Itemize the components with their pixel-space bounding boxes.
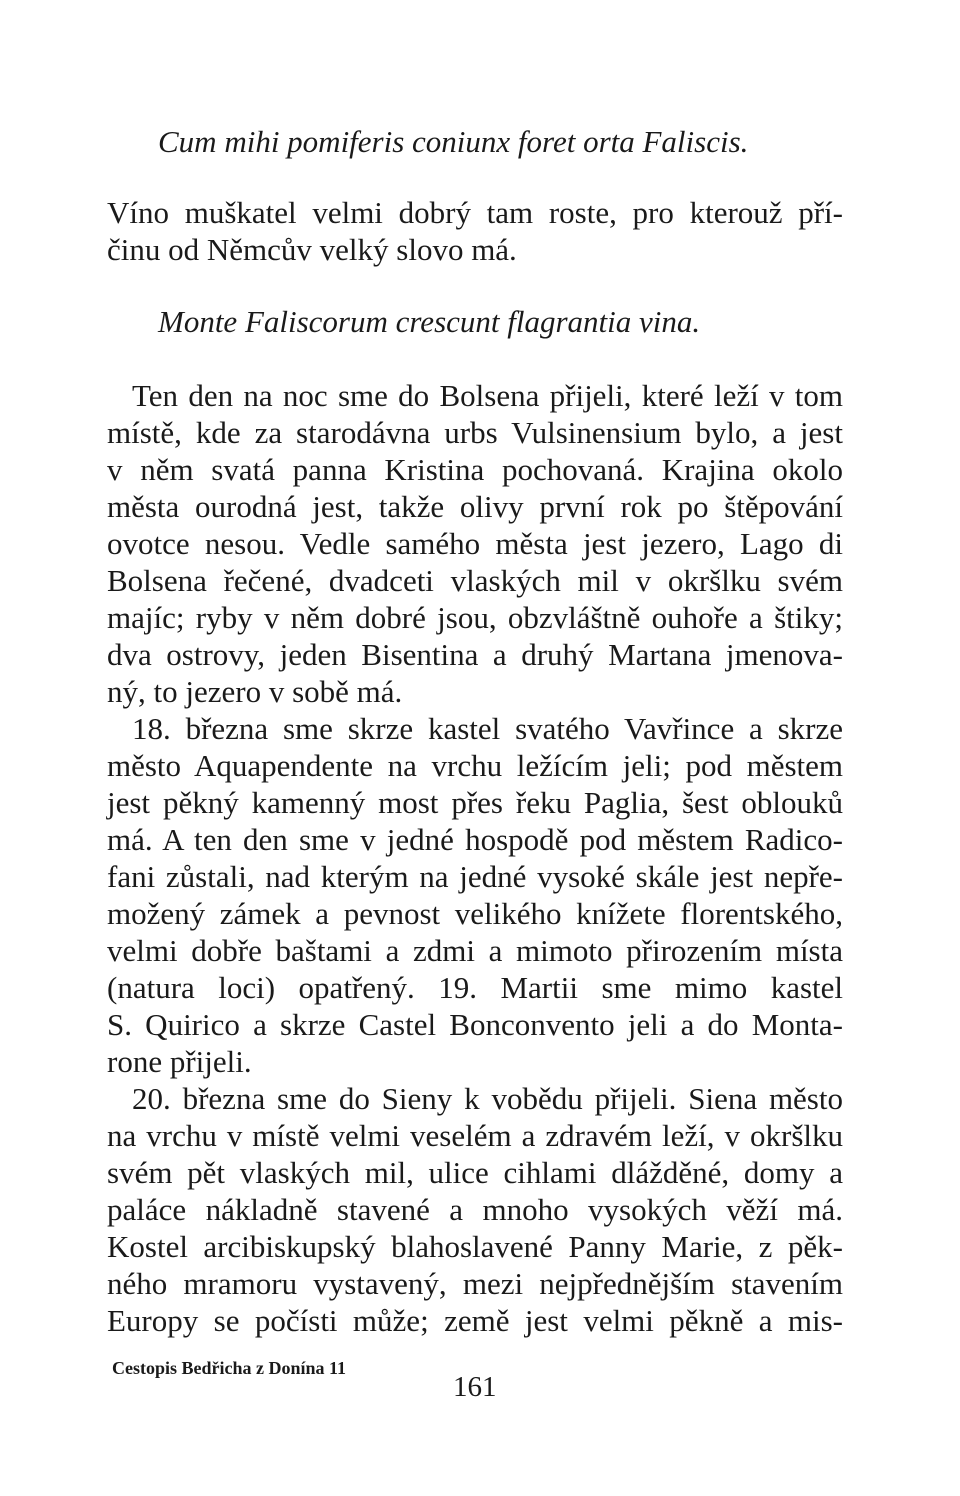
body-text-line: Víno muškatel velmi dobrý tam roste, pro kterouž pří- <box>107 195 843 230</box>
body-text-line: S. Quirico a skrze Castel Bonconvento jeli a do Monta- <box>107 1007 843 1042</box>
body-text-line: svém pět vlaských mil, ulice cihlami dlážděné, domy a <box>107 1155 843 1190</box>
page-number: 161 <box>453 1371 497 1403</box>
body-text-line: fani zůstali, nad kterým na jedné vysoké skále jest nepře- <box>107 859 843 894</box>
body-text-line: místě, kde za starodávna urbs Vulsinensium bylo, a jest <box>107 415 843 450</box>
body-text-line: dva ostrovy, jeden Bisentina a druhý Martana jmenova- <box>107 637 843 672</box>
body-text-line: činu od Němcův velký slovo má. <box>107 232 517 267</box>
latin-verse-line: Monte Faliscorum crescunt flagrantia vina. <box>158 304 701 339</box>
body-text-line: (natura loci) opatřený. 19. Martii sme mimo kastel <box>107 970 843 1005</box>
body-text-line: Bolsena řečené, dvadceti vlaských mil v okršlku svém <box>107 563 843 598</box>
body-text-line: město Aquapendente na vrchu ležícím jeli; pod městem <box>107 748 843 783</box>
body-text-line: ného mramoru vystavený, mezi nejpřednějším stavením <box>107 1266 843 1301</box>
body-text-line: Ten den na noc sme do Bolsena přijeli, které leží v tom <box>132 378 843 413</box>
body-text-line: má. A ten den sme v jedné hospodě pod městem Radico- <box>107 822 843 857</box>
body-text-line: 20. března sme do Sieny k vobědu přijeli. Siena město <box>132 1081 843 1116</box>
body-text-line: ovotce nesou. Vedle samého města jest jezero, Lago di <box>107 526 843 561</box>
body-text-line: majíc; ryby v něm dobré jsou, obzvláštně ouhoře a štiky; <box>107 600 843 635</box>
body-text-line: města ourodná jest, takže olivy první rok po štěpování <box>107 489 843 524</box>
body-text-line: jest pěkný kamenný most přes řeku Paglia, šest oblouků <box>107 785 843 820</box>
body-text-line: paláce nákladně stavené a mnoho vysokých věží má. <box>107 1192 843 1227</box>
body-text-line: rone přijeli. <box>107 1044 252 1079</box>
body-text-line: Europy se počísti může; země jest velmi pěkně a mis- <box>107 1303 843 1338</box>
body-text-line: na vrchu v místě velmi veselém a zdravém leží, v okršlku <box>107 1118 843 1153</box>
body-text-line: 18. března sme skrze kastel svatého Vavřince a skrze <box>132 711 843 746</box>
body-text-line: velmi dobře baštami a zdmi a mimoto přirozením místa <box>107 933 843 968</box>
body-text-line: v něm svatá panna Kristina pochovaná. Krajina okolo <box>107 452 843 487</box>
latin-verse-line: Cum mihi pomiferis coniunx foret orta Faliscis. <box>158 124 749 159</box>
signature-mark: Cestopis Bedřicha z Donína 11 <box>112 1358 347 1378</box>
body-text-line: možený zámek a pevnost velikého knížete florentského, <box>107 896 843 931</box>
body-text-line: Kostel arcibiskupský blahoslavené Panny Marie, z pěk- <box>107 1229 843 1264</box>
body-text-line: ný, to jezero v sobě má. <box>107 674 403 709</box>
